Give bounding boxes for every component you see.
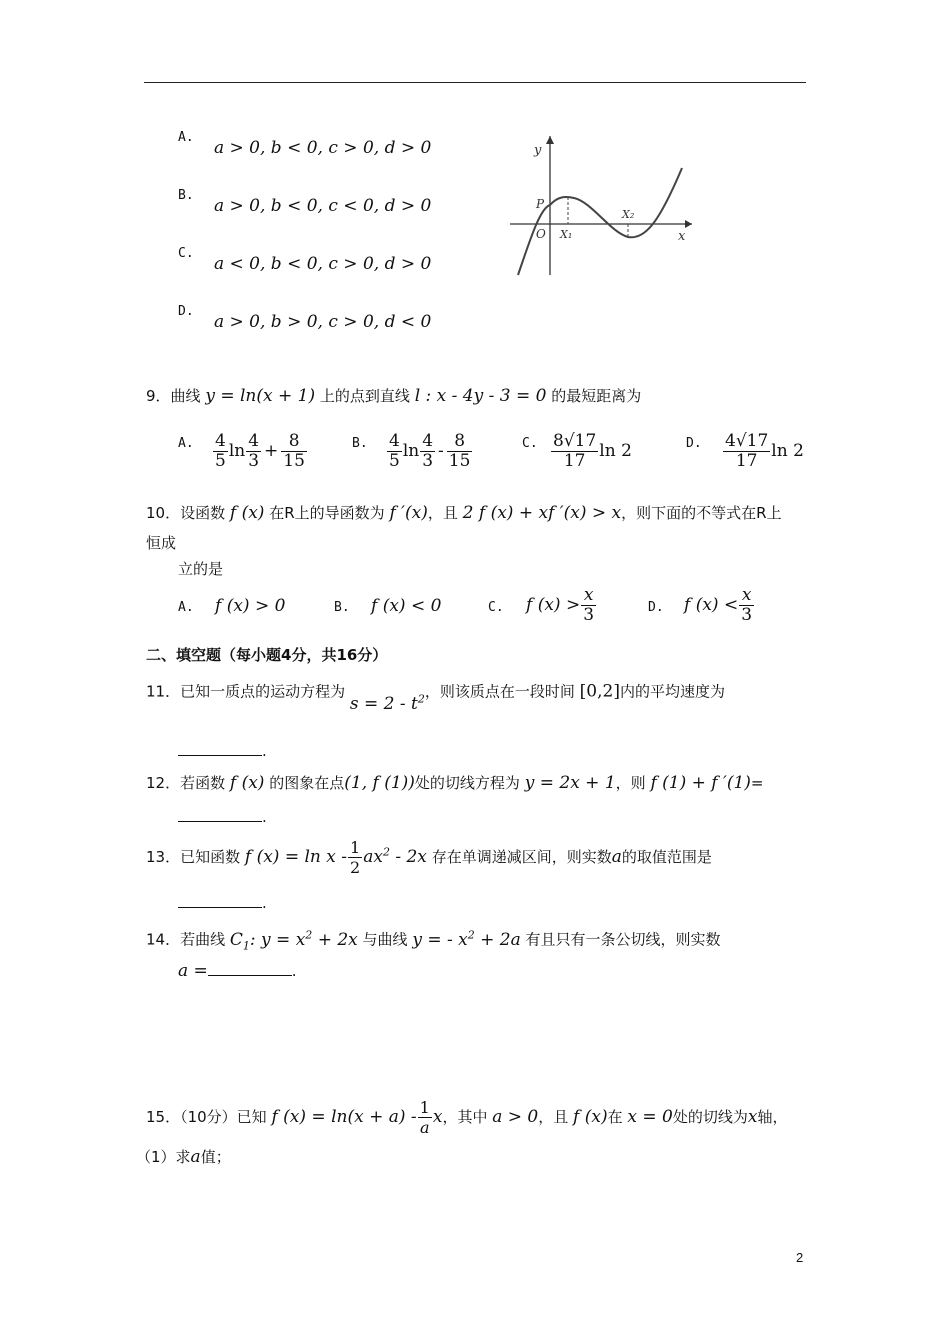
q9-option-a-expr: $\frac{4}{5}$ ln $\frac{4}{3}$ + $\frac{8}{15}$ [215,431,305,471]
q12-point: (1, f (1)) [344,773,415,793]
q14-blank[interactable] [208,960,292,976]
q9-text-2: 上的点到直线 [319,387,410,405]
q10-option-d-expr: f (x) < $\frac{x}{3}$ [684,585,753,625]
q9-option-a-letter: A. [178,436,194,451]
q14-stem: 14．若曲线 $C_1$: $y = x^2 + 2x$ 与曲线 y = - $x^2 + 2a$ 有且只有一条公切线，则实数 [146,928,721,953]
q8-option-d-letter: D. [178,304,194,319]
header-rule [144,82,806,83]
q13-stem: 13．已知函数 f (x) = ln x - $\frac{1}{2}$ $ax^2 - 2x$ 存在单调递减区间，则实数a的取值范围是 [146,838,712,877]
x2-label: X₂ [622,208,635,221]
q10-condition: 2 f (x) + xf ′(x) > x [462,503,622,523]
q8-option-c-text: a < 0, b < 0, c > 0, d > 0 [214,254,432,274]
q10-stem-line3: 立的是 [178,560,224,578]
x-axis-arrow [685,220,692,228]
x-label: x [678,229,686,244]
y-axis-arrow [546,136,554,144]
q13-number: 13． [146,848,181,866]
q12-tangent-eq: y = 2x + 1 [524,773,616,793]
section-2-heading: 二、填空题（每小题4分，共16分） [146,646,388,664]
q9-option-c-expr: $\frac{8√17}{17}$ ln 2 [553,431,632,471]
q8-option-c-letter: C. [178,246,194,261]
q9-line-eq: l : x - 4y - 3 = 0 [414,386,547,406]
q12-number: 12． [146,774,181,792]
q11-number: 11． [146,682,181,701]
q9-number: 9． [146,387,171,405]
page-number: 2 [796,1250,804,1265]
q8-cubic-graph [500,130,700,280]
q12-answer-line: . [178,806,267,826]
q14-number: 14． [146,930,181,949]
q10-option-a-letter: A. [178,600,194,615]
q9-text-1: 曲线 [170,387,201,405]
q9-option-b-letter: B. [352,436,368,451]
q10-number: 10． [146,504,181,522]
q9-option-c-letter: C. [522,436,538,451]
y-label: y [534,143,542,158]
q8-option-b-text: a > 0, b < 0, c < 0, d > 0 [214,196,432,216]
q8-option-a-text: a > 0, b < 0, c > 0, d > 0 [214,138,432,158]
q9-option-d-expr: $\frac{4√17}{17}$ ln 2 [725,431,804,471]
o-label: O [536,227,546,241]
q15-sub1: （1）求a值； [136,1147,231,1167]
x1-label: X₁ [560,228,573,241]
q10-option-c-expr: f (x) > $\frac{x}{3}$ [526,585,595,625]
q10-option-a-text: f (x) > 0 [215,596,286,616]
q9-option-b-expr: $\frac{4}{5}$ ln $\frac{4}{3}$ - $\frac{8}{15}$ [389,431,471,471]
q10-stem-line2: 恒成 [146,534,177,552]
q10-option-c-letter: C. [488,600,504,615]
q9-curve-eq: y = ln(x + 1) [205,386,316,406]
q15-stem: 15．（10分）已知 f (x) = ln(x + a) - $\frac{1}{a}$ x，其中 a > 0，且 f (x)在 x = 0处的切线为x轴， [146,1098,788,1137]
q9-text-3: 的最短距离为 [551,387,642,405]
q8-option-b-letter: B. [178,188,194,203]
q11-equation: $s = 2 - t^2$ [349,692,425,714]
q11-answer-line: . [178,740,267,760]
q10-stem-line1: 10．设函数 f (x) 在R上的导函数为 f ′(x)，且 2 f (x) + xf ′(x) > x，则下面的不等式在R上 [146,503,782,523]
q13-answer-line: . [178,892,267,912]
q10-option-b-text: f (x) < 0 [371,596,442,616]
q12-blank[interactable] [178,806,262,822]
q13-blank[interactable] [178,892,262,908]
q8-option-d-text: a > 0, b > 0, c > 0, d < 0 [214,312,432,332]
q10-option-b-letter: B. [334,600,350,615]
q12-expression: f (1) + f ′(1) [650,773,751,793]
q10-option-d-letter: D. [648,600,664,615]
q14-answer-line: a = . [178,961,297,981]
q9-stem [146,385,641,406]
p-label: P [536,197,545,211]
cubic-curve [518,168,682,275]
q15-number: 15． [146,1108,181,1126]
q9-option-d-letter: D. [686,436,702,451]
q8-option-a-letter: A. [178,130,194,145]
q12-stem: 12．若函数 f (x) 的图象在点(1, f (1))处的切线方程为 y = 2x + 1，则 f (1) + f ′(1)= [146,773,764,793]
q11-blank[interactable] [178,740,262,756]
q11-stem: 11．已知一质点的运动方程为 $s = 2 - t^2$，则该质点在一段时间 [0,2]内的平均速度为 [146,681,725,714]
q11-interval: [0,2] [579,681,620,702]
